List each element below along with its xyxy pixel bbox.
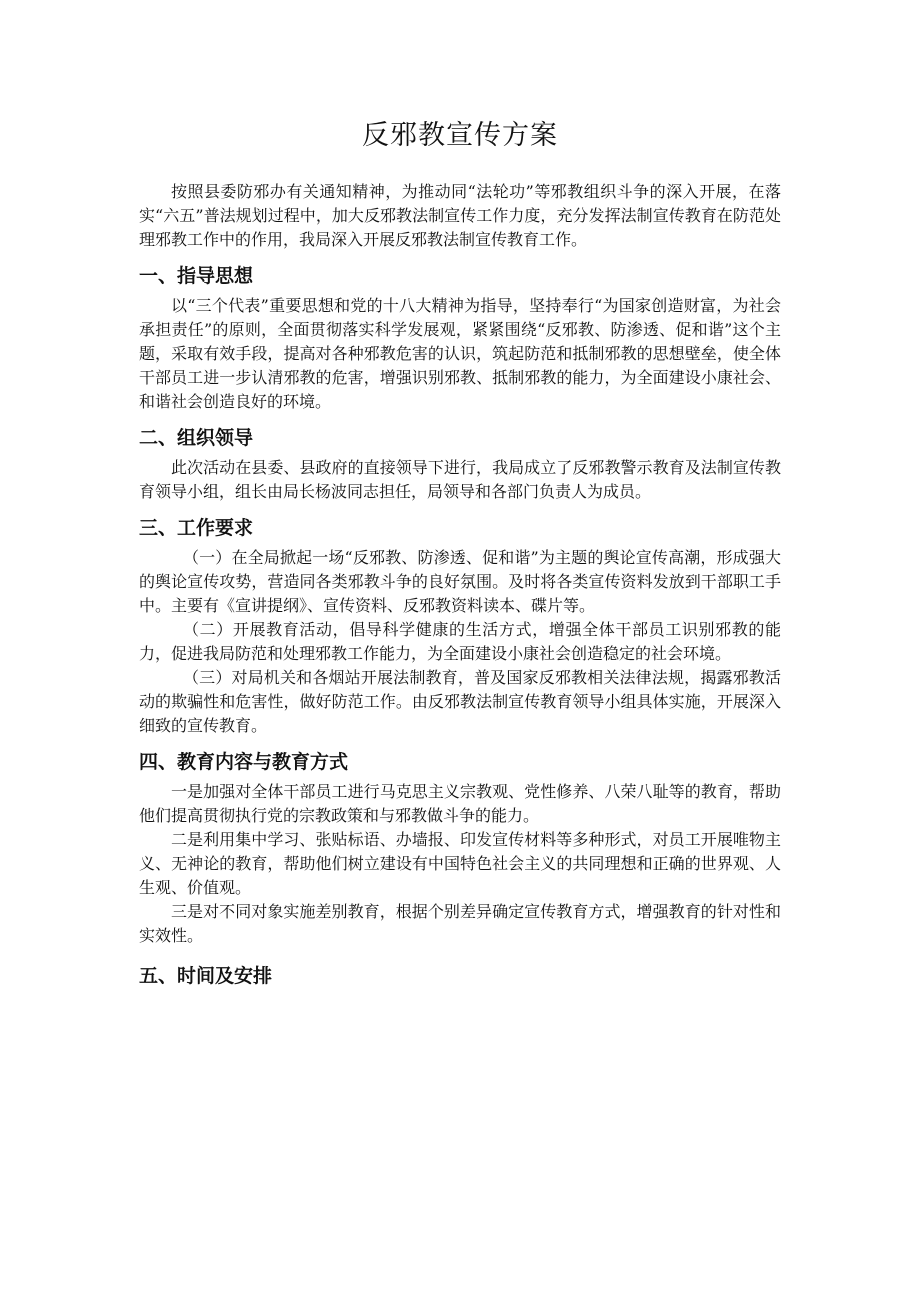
section-heading: 三、工作要求 (139, 517, 254, 539)
intro-paragraph: 按照县委防邪办有关通知精神，为推动同“法轮功”等邪教组织斗争的深入开展，在落实“六五”普法规划过程中，加大反邪教法制宣传工作力度，充分发挥法制宣传教育在防范处理邪教工作中的作用，我局深入开展反邪教法制宣传教育工作。 (139, 182, 781, 249)
section-paragraph: 三是对不同对象实施差别教育，根据个别差异确定宣传教育方式，增强教育的针对性和实效性。 (139, 902, 781, 945)
section-paragraph: 此次活动在县委、县政府的直接领导下进行，我局成立了反邪教警示教育及法制宣传教育领导小组，组长由局长杨波同志担任，局领导和各部门负责人为成员。 (139, 458, 781, 501)
section-paragraph: （三）对局机关和各烟站开展法制教育，普及国家反邪教相关法律法规，揭露邪教活动的欺骗性和危害性，做好防范工作。由反邪教法制宣传教育领导小组具体实施，开展深入细致的宣传教育。 (139, 668, 781, 735)
section-paragraph: 以“三个代表”重要思想和党的十八大精神为指导，坚持奉行“为国家创造财富，为社会承担责任”的原则，全面贯彻落实科学发展观，紧紧围绕“反邪教、防渗透、促和谐”这个主题，采取有效手段，提高对各种邪教危害的认识，筑起防范和抵制邪教的思想壁垒，使全体干部员工进一步认清邪教的危害，增强识别邪教、抵制邪教的能力，为全面建设小康社会、和谐社会创造良好的环境。 (139, 296, 781, 411)
section-organization (139, 424, 781, 504)
document-title: 反邪教宣传方案 (362, 120, 558, 151)
section-heading: 四、教育内容与教育方式 (139, 751, 349, 773)
section-heading: 一、指导思想 (139, 265, 254, 287)
section-paragraph: （二）开展教育活动，倡导科学健康的生活方式，增强全体干部员工识别邪教的能力，促进我局防范和处理邪教工作能力，为全面建设小康社会创造稳定的社会环境。 (139, 620, 781, 663)
document-body (139, 180, 781, 994)
section-paragraph: 一是加强对全体干部员工进行马克思主义宗教观、党性修养、八荣八耻等的教育，帮助他们提高贯彻执行党的宗教政策和与邪教做斗争的能力。 (139, 782, 781, 825)
section-paragraph: 二是利用集中学习、张贴标语、办墙报、印发宣传材料等多种形式，对员工开展唯物主义、无神论的教育，帮助他们树立建设有中国特色社会主义的共同理想和正确的世界观、人生观、价值观。 (139, 830, 781, 897)
section-schedule (139, 962, 781, 990)
section-heading: 五、时间及安排 (139, 965, 273, 987)
section-heading: 二、组织领导 (139, 427, 254, 449)
section-guiding-ideology (139, 262, 781, 414)
section-work-requirements (139, 514, 781, 738)
section-paragraph: （一）在全局掀起一场“反邪教、防渗透、促和谐”为主题的舆论宣传高潮，形成强大的舆论宣传攻势，营造同各类邪教斗争的良好氛围。及时将各类宣传资料发放到干部职工手中。主要有《宣讲提纲》、宣传资料、反邪教资料读本、碟片等。 (139, 548, 781, 615)
section-education-content (139, 748, 781, 948)
